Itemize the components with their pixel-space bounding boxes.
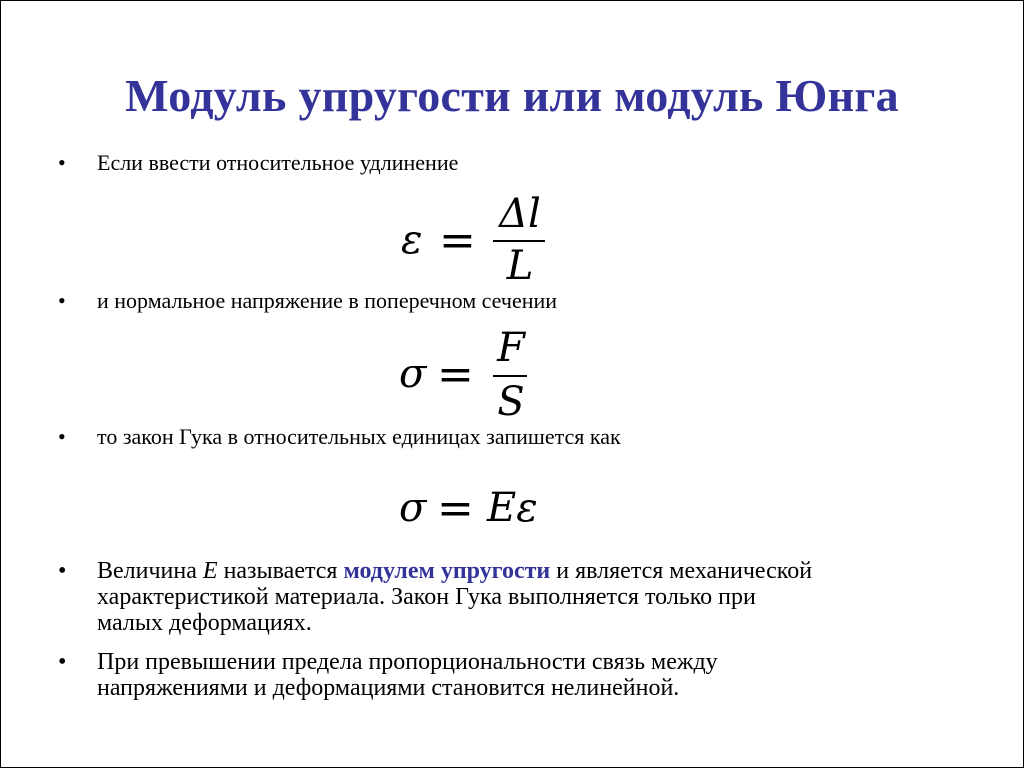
hooke-formula: [399, 485, 559, 535]
paragraph-line: [97, 558, 957, 584]
paragraph-line: При превышении предела пропорциональности связь между: [97, 649, 718, 675]
slide-title: Модуль упругости или модуль Юнга: [125, 70, 899, 121]
bullet-dot: •: [58, 649, 67, 675]
paragraph-line: малых деформациях.: [97, 610, 312, 636]
stress-formula: [399, 323, 549, 423]
paragraph-young-modulus: [97, 558, 957, 636]
variable-e: E: [202, 558, 218, 584]
formula-numerator: F: [497, 325, 525, 371]
formula-numerator: Δl: [499, 191, 541, 237]
bullet-text: и нормальное напряжение в поперечном сечении: [97, 288, 558, 313]
formula-lhs: ε: [401, 217, 423, 263]
formula-denominator: L: [506, 243, 534, 289]
emphasis-term: модулем упругости: [343, 558, 551, 584]
bullet-text: Если ввести относительное удлинение: [97, 150, 459, 175]
paragraph-nonlinearity: [97, 649, 957, 701]
paragraph-line: характеристикой материала. Закон Гука выполняется только при: [97, 584, 756, 610]
bullet-dot: •: [58, 288, 66, 313]
text-span: называется: [217, 558, 344, 584]
bullet-dot: •: [58, 424, 66, 449]
formula-equals: =: [437, 483, 474, 534]
formula-rhs: Eε: [487, 485, 538, 531]
fraction-bar: [493, 240, 545, 242]
bullet-dot: •: [58, 150, 66, 175]
formula-equals: =: [439, 215, 476, 266]
formula-denominator: S: [497, 379, 525, 425]
text-span: и является механической: [550, 558, 813, 584]
formula-lhs: σ: [399, 351, 427, 397]
fraction-bar: [493, 375, 527, 377]
formula-equals: =: [437, 349, 474, 400]
paragraph-line: напряжениями и деформациями становится нелинейной.: [97, 675, 680, 701]
text-span: Величина: [97, 558, 203, 584]
strain-formula: [401, 191, 561, 291]
formula-lhs: σ: [399, 485, 427, 531]
bullet-dot: •: [58, 558, 67, 584]
bullet-text: то закон Гука в относительных единицах запишется как: [97, 424, 621, 449]
